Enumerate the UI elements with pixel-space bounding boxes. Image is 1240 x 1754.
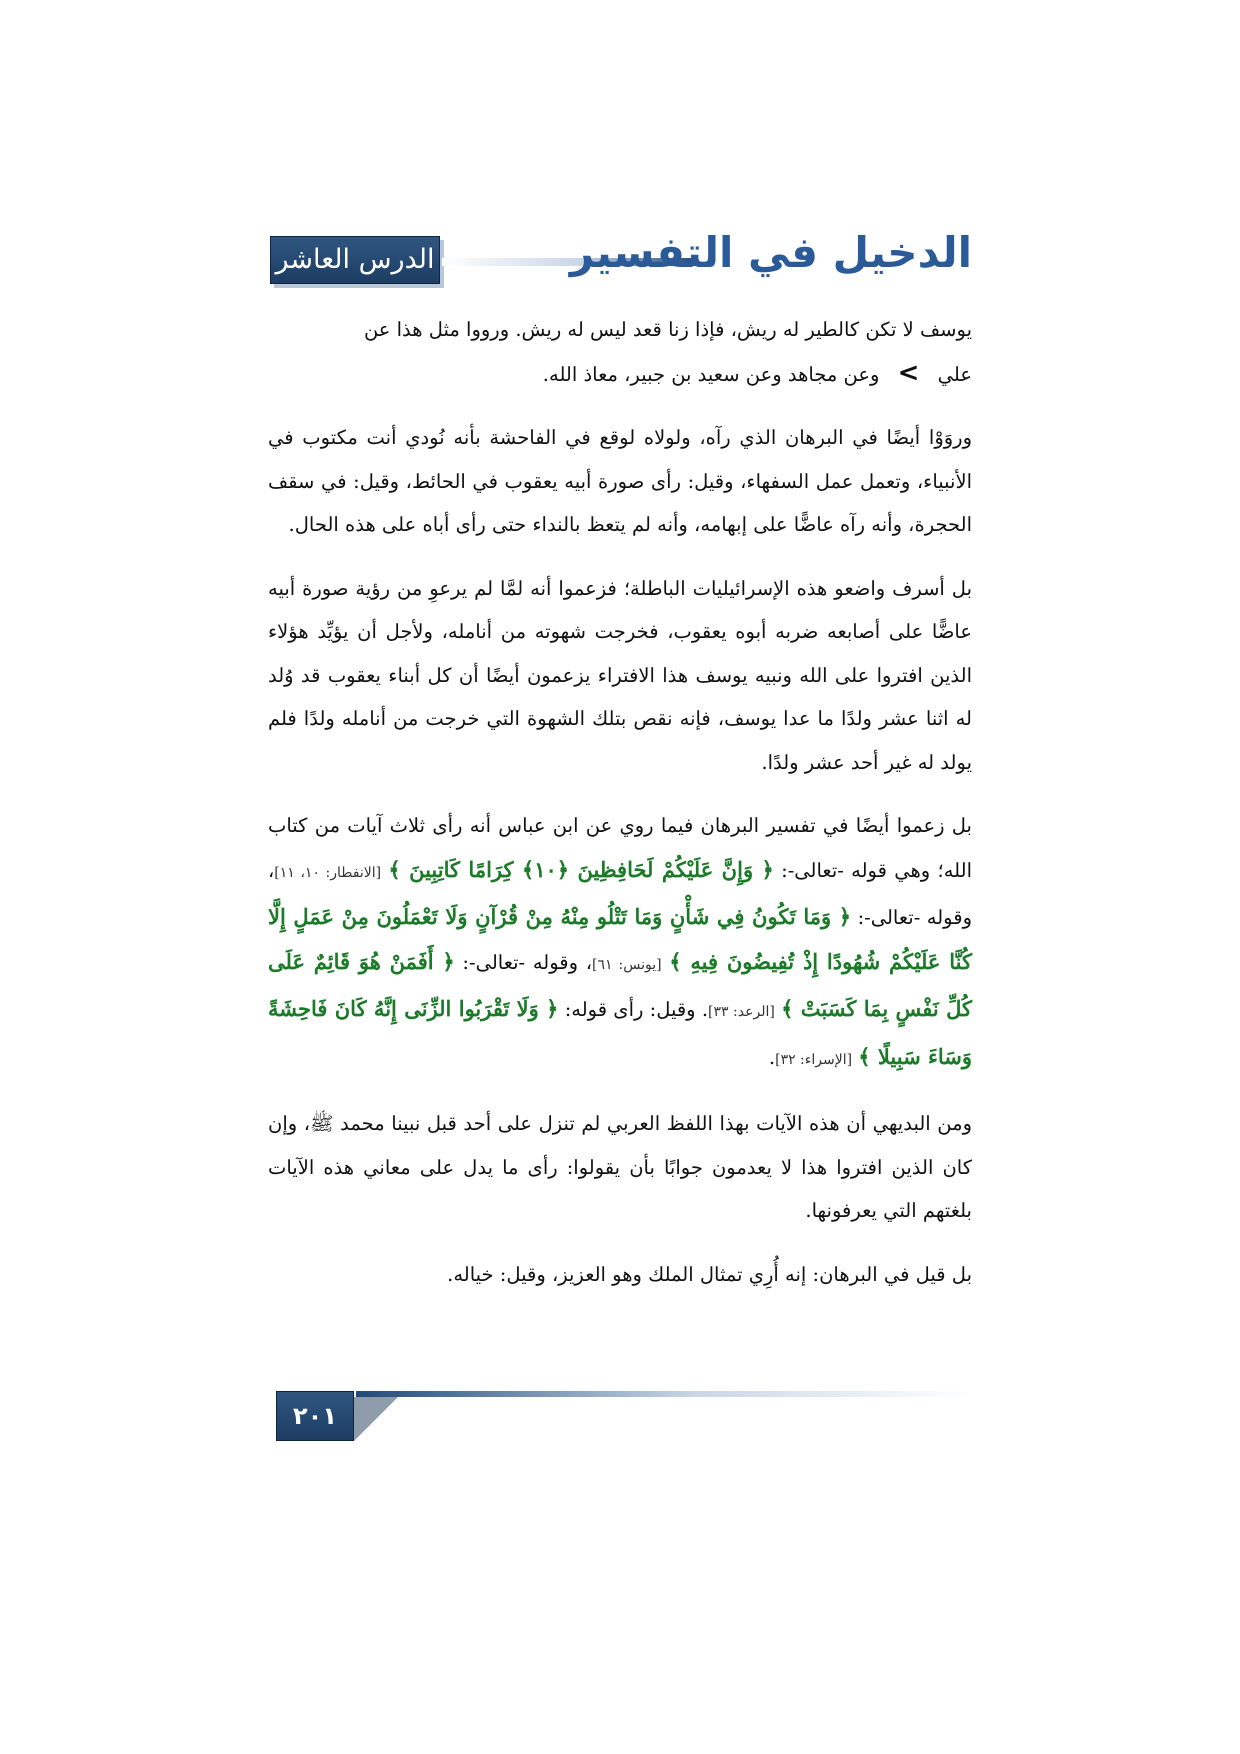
quran-verse-3: ﴿ أَفَمَنْ هُوَ قَائِمٌ عَلَى كُلِّ نَفْسٍ بِمَا كَسَبَتْ ﴾	[268, 948, 973, 1021]
quran-verse-2: ﴿ وَمَا تَكُونُ فِي شَأْنٍ وَمَا تَتْلُو مِنْهُ مِنْ قُرْآنٍ وَلَا تَعْمَلُونَ مِنْ عَمَلٍ إِلَّا كُنَّا عَلَيْكُمْ شُهُودًا إِذْ تُفِيضُونَ فِيهِ ﴾	[268, 904, 972, 974]
verse-reference-3: [الرعد: ٣٣]	[708, 1004, 775, 1020]
paragraph-2: وروَوْا أيضًا في البرهان الذي رآه، ولولاه لوقع في الفاحشة بأنه نُودي أنت مكتوب في الأنبياء، وتعمل عمل السفهاء، وقيل: رأى صورة أبيه يعقوب في الحائط، وقيل: في سقف الحجرة، وأنه رآه عاضًّا على إبهامه، وأنه لم يتعظ بالنداء حتى رأى أباه على هذه الحال.	[268, 426, 972, 536]
verse-reference-2: [يونس: ٦١]	[592, 956, 662, 973]
paragraph-4-connector-1: ، وقوله -تعالى-:	[268, 858, 972, 929]
paragraph-1	[268, 308, 972, 396]
paragraph-4-connector-3: . وقيل: رأى قوله:	[564, 998, 709, 1021]
page-header	[270, 228, 972, 292]
paragraph-4	[268, 804, 972, 1082]
paragraph-3: بل أسرف واضعو هذه الإسرائيليات الباطلة؛ فزعموا أنه لمَّا لم يرعوِ من رؤية صورة أبيه عاضًّا على أصابعه ضربه أبوه يعقوب، فخرجت شهوته من أنامله، ولأجل أن يؤيِّد هؤلاء الذين افتروا على الله ونبيه يوسف هذا الافتراء يزعمون أيضًا أن كل أبناء يعقوب قد وُلد له اثنا عشر ولدًا ما عدا يوسف، فإنه نقص بتلك الشهوة التي خرجت من أنامله ولدًا فلم يولد له غير أحد عشر ولدًا.	[268, 576, 972, 774]
page-number: ٢٠١	[276, 1391, 354, 1441]
book-title: الدخيل في التفسير	[569, 228, 972, 277]
honorific-symbol: >	[897, 357, 920, 388]
lesson-label-box: الدرس العاشر	[270, 236, 440, 284]
verse-reference-4: [الإسراء: ٣٢]	[775, 1051, 853, 1068]
page-content	[268, 308, 972, 1316]
page-number-shadow	[354, 1397, 398, 1441]
verse-reference-1: [الانفطار: ١٠، ١١]	[274, 864, 382, 881]
quran-verse-1: ﴿ وَإِنَّ عَلَيْكُمْ لَحَافِظِينَ ﴿١٠﴾ كِرَامًا كَاتِبِينَ ﴾	[388, 856, 774, 882]
paragraph-6: بل قيل في البرهان: إنه أُرِي تمثال الملك وهو العزيز، وقيل: خياله.	[447, 1262, 972, 1286]
paragraph-5: ومن البديهي أن هذه الآيات بهذا اللفظ العربي لم تنزل على أحد قبل نبينا محمد ﷺ، وإن كان الذين افتروا هذا لا يعدمون جوابًا بأن يقولوا: رأى ما يدل على معاني هذه الآيات بلغتهم التي يعرفونها.	[268, 1112, 972, 1222]
paragraph-4-intro: بل زعموا أيضًا في تفسير البرهان فيما روي عن ابن عباس أنه رأى ثلاث آيات من كتاب الله؛ وهي قوله -تعالى-:	[268, 814, 972, 882]
quran-verse-4: ﴿ وَلَا تَقْرَبُوا الزِّنَى إِنَّهُ كَانَ فَاحِشَةً وَسَاءَ سَبِيلًا ﴾	[268, 996, 972, 1069]
paragraph-1-ali: علي	[937, 362, 972, 386]
paragraph-4-end: .	[768, 1045, 776, 1069]
page-footer	[276, 1391, 972, 1447]
footer-divider	[356, 1391, 972, 1397]
paragraph-1-line-2: وعن مجاهد وعن سعيد بن جبير، معاذ الله.	[542, 362, 880, 386]
paragraph-1-line-1: يوسف لا تكن كالطير له ريش، فإذا زنا قعد ليس له ريش. ورووا مثل هذا عن	[363, 318, 972, 341]
paragraph-4-connector-2: ، وقوله -تعالى-:	[462, 950, 593, 974]
